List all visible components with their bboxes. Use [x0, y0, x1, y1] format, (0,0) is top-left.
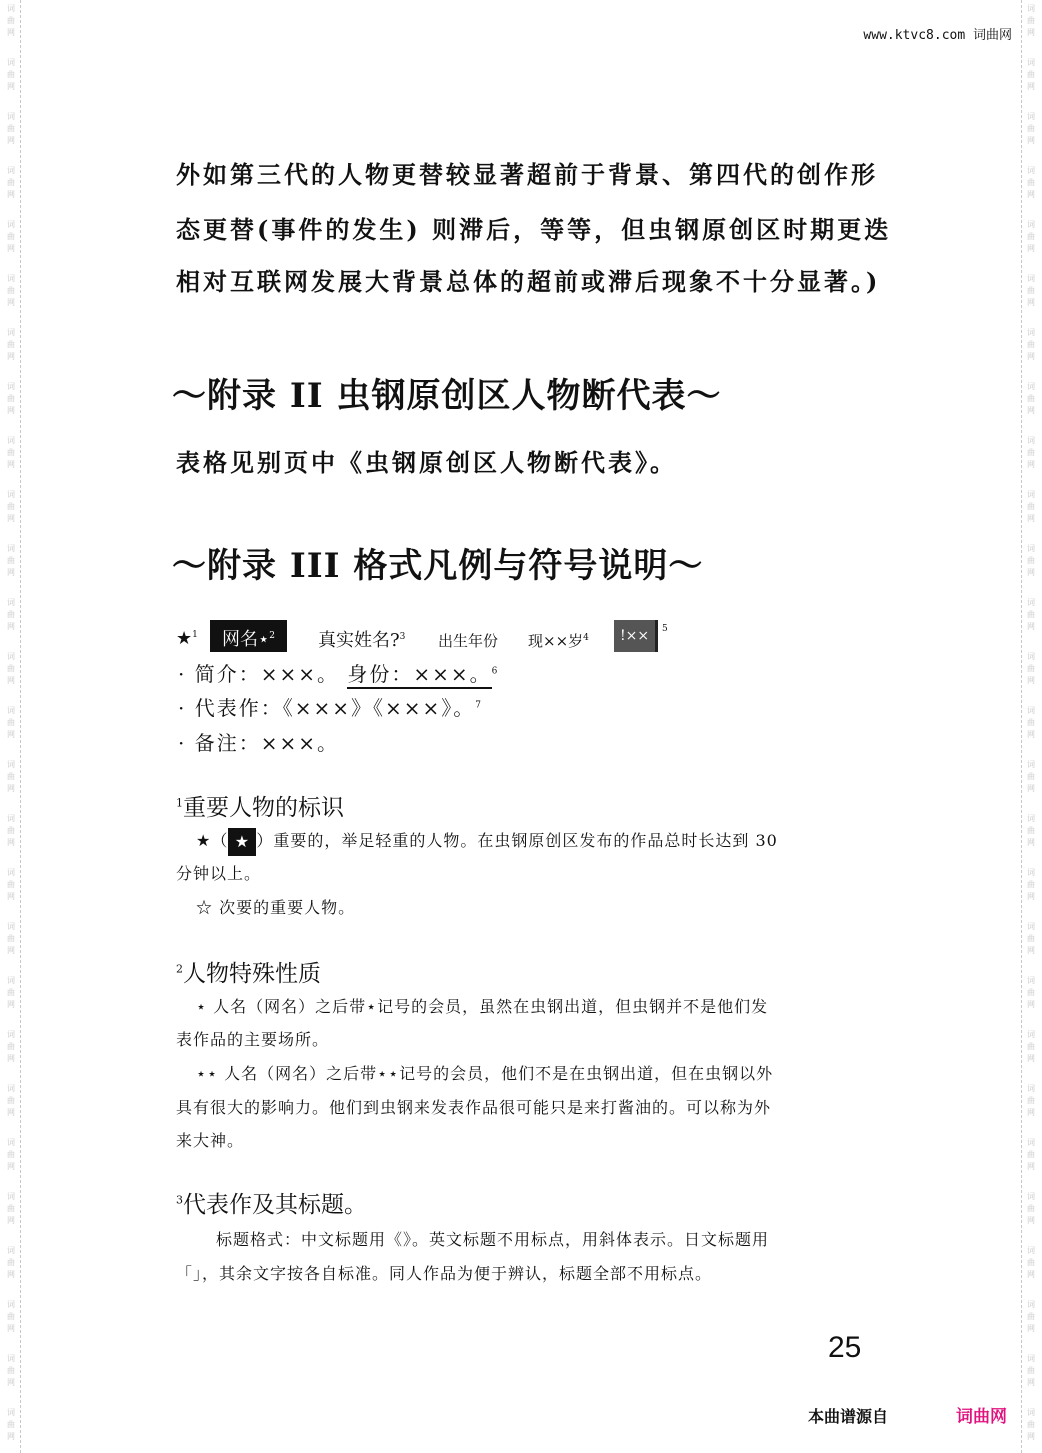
left-watermark-strip — [2, 0, 21, 1453]
watermark-char: 曲 — [7, 772, 15, 781]
watermark-char: 网 — [7, 1000, 15, 1009]
watermark-char: 词 — [7, 868, 15, 877]
watermark-char: 词 — [7, 922, 15, 931]
watermark-char: 词 — [7, 706, 15, 715]
watermark-char: 曲 — [1027, 988, 1035, 997]
watermark-char: 词 — [1027, 976, 1035, 985]
watermark-char: 网 — [7, 298, 15, 307]
note-1-desc-line-2: 分钟以上。 — [176, 864, 262, 883]
identity-underlined: 身份：×××。 — [347, 662, 491, 689]
watermark-char: 网 — [1027, 892, 1035, 901]
footer-source-label: 本曲谱源自 — [808, 1407, 889, 1426]
watermark-char: 曲 — [7, 988, 15, 997]
watermark-char: 网 — [7, 136, 15, 145]
watermark-char: 网 — [7, 676, 15, 685]
watermark-char: 网 — [1027, 1054, 1035, 1063]
watermark-char: 词 — [1027, 112, 1035, 121]
watermark-char: 曲 — [1027, 826, 1035, 835]
watermark-char: 词 — [1027, 58, 1035, 67]
watermark-char: 词 — [7, 1408, 15, 1417]
watermark-char: 词 — [1027, 1192, 1035, 1201]
watermark-char: 曲 — [7, 1150, 15, 1159]
watermark-char: 网 — [7, 460, 15, 469]
watermark-char: 曲 — [7, 286, 15, 295]
watermark-char: 词 — [1027, 1354, 1035, 1363]
watermark-char: 词 — [1027, 706, 1035, 715]
watermark-char: 词 — [7, 490, 15, 499]
watermark-char: 词 — [7, 760, 15, 769]
watermark-char: 曲 — [1027, 1420, 1035, 1429]
watermark-char: 网 — [1027, 136, 1035, 145]
watermark-char: 网 — [1027, 1432, 1035, 1441]
watermark-char: 曲 — [7, 934, 15, 943]
important-star-icon: ★$^1$ — [176, 628, 198, 649]
watermark-char: 曲 — [7, 1420, 15, 1429]
watermark-char: 网 — [1027, 1000, 1035, 1009]
watermark-char: 网 — [1027, 730, 1035, 739]
note-2-line-5: 来大神。 — [176, 1131, 245, 1150]
watermark-char: 曲 — [7, 1258, 15, 1267]
sample-works-line: · 代表作：《×××》《×××》。$^7$ — [178, 696, 483, 720]
age: 现××岁$^4$ — [528, 632, 589, 650]
watermark-char: 词 — [7, 814, 15, 823]
watermark-char: 曲 — [1027, 880, 1035, 889]
watermark-char: 曲 — [7, 232, 15, 241]
watermark-char: 曲 — [7, 826, 15, 835]
watermark-char: 曲 — [1027, 934, 1035, 943]
sample-notes-line: · 备注：×××。 — [178, 731, 339, 755]
watermark-char: 词 — [1027, 436, 1035, 445]
watermark-char: 网 — [1027, 676, 1035, 685]
watermark-char: 网 — [7, 1108, 15, 1117]
watermark-char: 曲 — [7, 394, 15, 403]
watermark-char: 词 — [1027, 274, 1035, 283]
watermark-char: 词 — [7, 1030, 15, 1039]
watermark-char: 词 — [7, 436, 15, 445]
watermark-char: 网 — [7, 1324, 15, 1333]
star-icon: ★ — [196, 831, 212, 850]
intro-line-2: 态更替(事件的发生) 则滞后，等等，但虫钢原创区时期更迭 — [176, 215, 892, 244]
watermark-char: 曲 — [1027, 610, 1035, 619]
watermark-char: 网 — [7, 784, 15, 793]
watermark-char: 曲 — [1027, 340, 1035, 349]
watermark-char: 词 — [1027, 220, 1035, 229]
watermark-char: 曲 — [1027, 394, 1035, 403]
watermark-char: 网 — [7, 244, 15, 253]
watermark-char: 曲 — [7, 340, 15, 349]
watermark-char: 曲 — [1027, 1096, 1035, 1105]
watermark-char: 词 — [1027, 1300, 1035, 1309]
watermark-char: 网 — [7, 838, 15, 847]
watermark-char: 曲 — [7, 178, 15, 187]
watermark-char: 网 — [1027, 784, 1035, 793]
watermark-char: 词 — [1027, 922, 1035, 931]
watermark-char: 网 — [1027, 1216, 1035, 1225]
watermark-char: 网 — [7, 1162, 15, 1171]
watermark-char: 词 — [1027, 1030, 1035, 1039]
watermark-char: 词 — [7, 1138, 15, 1147]
right-watermark-strip — [1021, 0, 1040, 1453]
watermark-char: 词 — [7, 274, 15, 283]
watermark-char: 网 — [7, 352, 15, 361]
watermark-char: 网 — [1027, 244, 1035, 253]
watermark-char: 词 — [1027, 4, 1035, 13]
watermark-char: 词 — [7, 328, 15, 337]
watermark-char: 曲 — [1027, 70, 1035, 79]
note-1-desc-line-1: ★（ ★ ）重要的，举足轻重的人物。在虫钢原创区发布的作品总时长达到 30 — [196, 824, 872, 857]
watermark-char: 网 — [1027, 1108, 1035, 1117]
sup-5: 5 — [662, 624, 668, 634]
watermark-char: 网 — [7, 1216, 15, 1225]
sample-intro-line: · 简介：×××。 身份：×××。$^6$ — [178, 658, 499, 687]
note-1-minor: ☆ 次要的重要人物。 — [196, 898, 356, 917]
star-box-icon: ★ — [228, 828, 256, 856]
watermark-char: 词 — [1027, 1408, 1035, 1417]
watermark-char: 词 — [7, 598, 15, 607]
watermark-char: 词 — [7, 544, 15, 553]
watermark-char: 网 — [7, 190, 15, 199]
note-3-line-2: 「」，其余文字按各自标准。同人作品为便于辨认，标题全部不用标点。 — [176, 1264, 713, 1283]
watermark-char: 曲 — [1027, 772, 1035, 781]
watermark-char: 词 — [1027, 1084, 1035, 1093]
watermark-char: 词 — [1027, 166, 1035, 175]
watermark-char: 词 — [1027, 868, 1035, 877]
watermark-char: 曲 — [1027, 1204, 1035, 1213]
watermark-char: 词 — [1027, 652, 1035, 661]
watermark-char: 词 — [7, 976, 15, 985]
realname: 真实姓名?$^3$ — [318, 630, 406, 651]
watermark-char: 曲 — [7, 16, 15, 25]
watermark-char: 词 — [1027, 544, 1035, 553]
note-2-title: $^2$人物特殊性质 — [176, 961, 321, 987]
watermark-char: 曲 — [7, 124, 15, 133]
watermark-char: 曲 — [1027, 1042, 1035, 1051]
appendix-2-text: 表格见别页中《虫钢原创区人物断代表》。 — [176, 448, 677, 477]
watermark-char: 词 — [7, 112, 15, 121]
intro-line-1: 外如第三代的人物更替较显著超前于背景、第四代的创作形 — [176, 160, 878, 189]
watermark-char: 网 — [7, 82, 15, 91]
watermark-char: 曲 — [1027, 556, 1035, 565]
watermark-char: 词 — [1027, 490, 1035, 499]
watermark-char: 网 — [1027, 190, 1035, 199]
watermark-char: 词 — [7, 1084, 15, 1093]
watermark-char: 网 — [1027, 406, 1035, 415]
watermark-char: 网 — [1027, 298, 1035, 307]
watermark-char: 网 — [7, 730, 15, 739]
watermark-char: 词 — [7, 1300, 15, 1309]
watermark-char: 网 — [7, 28, 15, 37]
watermark-char: 网 — [7, 892, 15, 901]
watermark-char: 网 — [1027, 1270, 1035, 1279]
watermark-char: 网 — [1027, 514, 1035, 523]
watermark-char: 曲 — [7, 1042, 15, 1051]
note-2-line-4: 具有很大的影响力。他们到虫钢来发表作品很可能只是来打酱油的。可以称为外 — [176, 1098, 772, 1117]
watermark-char: 曲 — [1027, 124, 1035, 133]
page-number: 25 — [828, 1331, 862, 1364]
watermark-char: 曲 — [1027, 286, 1035, 295]
watermark-char: 网 — [1027, 568, 1035, 577]
watermark-char: 词 — [7, 4, 15, 13]
watermark-char: 网 — [1027, 28, 1035, 37]
watermark-char: 网 — [7, 1432, 15, 1441]
watermark-char: 网 — [1027, 1162, 1035, 1171]
note-2-line-2: 表作品的主要场所。 — [176, 1030, 330, 1049]
watermark-char: 曲 — [1027, 1312, 1035, 1321]
appendix-3-heading: ～附录 III 格式凡例与符号说明～ — [172, 546, 704, 586]
watermark-char: 词 — [1027, 382, 1035, 391]
watermark-char: 网 — [1027, 838, 1035, 847]
watermark-char: 词 — [1027, 1246, 1035, 1255]
watermark-char: 曲 — [7, 70, 15, 79]
watermark-char: 曲 — [7, 1096, 15, 1105]
watermark-char: 网 — [1027, 622, 1035, 631]
watermark-char: 词 — [7, 652, 15, 661]
watermark-char: 网 — [1027, 460, 1035, 469]
watermark-char: 词 — [7, 220, 15, 229]
watermark-char: 曲 — [1027, 448, 1035, 457]
watermark-char: 词 — [7, 58, 15, 67]
watermark-char: 词 — [7, 1192, 15, 1201]
watermark-char: 网 — [1027, 82, 1035, 91]
note-2-line-3: ⋆⋆ 人名（网名）之后带⋆⋆记号的会员，他们不是在虫钢出道，但在虫钢以外 — [196, 1064, 774, 1083]
note-2-line-1: ⋆ 人名（网名）之后带⋆记号的会员，虽然在虫钢出道，但虫钢并不是他们发 — [196, 997, 769, 1016]
note-3-title: $^3$代表作及其标题。 — [176, 1192, 367, 1218]
watermark-char: 网 — [7, 1270, 15, 1279]
watermark-char: 曲 — [1027, 1258, 1035, 1267]
watermark-char: 词 — [1027, 1138, 1035, 1147]
appendix-2-heading: ～附录 II 虫钢原创区人物断代表～ — [172, 376, 722, 416]
watermark-char: 网 — [1027, 946, 1035, 955]
watermark-char: 曲 — [7, 664, 15, 673]
watermark-char: 曲 — [7, 448, 15, 457]
watermark-char: 网 — [7, 568, 15, 577]
watermark-char: 曲 — [7, 718, 15, 727]
watermark-char: 网 — [1027, 1324, 1035, 1333]
watermark-char: 曲 — [1027, 178, 1035, 187]
watermark-char: 曲 — [7, 610, 15, 619]
watermark-char: 曲 — [7, 502, 15, 511]
birth-year: 出生年份 — [438, 632, 499, 650]
watermark-char: 词 — [1027, 760, 1035, 769]
watermark-char: 词 — [7, 1354, 15, 1363]
watermark-char: 网 — [7, 622, 15, 631]
note-1-title: $^1$重要人物的标识 — [176, 795, 344, 821]
watermark-char: 网 — [7, 514, 15, 523]
watermark-char: 曲 — [7, 1366, 15, 1375]
header-site-url: www.ktvc8.com 词曲网 — [863, 28, 1012, 43]
watermark-char: 网 — [7, 946, 15, 955]
watermark-char: 网 — [7, 406, 15, 415]
watermark-char: 网 — [7, 1378, 15, 1387]
watermark-char: 曲 — [1027, 502, 1035, 511]
watermark-char: 网 — [1027, 1378, 1035, 1387]
watermark-char: 曲 — [7, 1204, 15, 1213]
note-3-line-1: 标题格式：中文标题用《》。英文标题不用标点，用斜体表示。日文标题用 — [216, 1230, 770, 1249]
watermark-char: 词 — [7, 382, 15, 391]
watermark-char: 曲 — [1027, 1366, 1035, 1375]
tag-box: !×× — [614, 620, 658, 652]
watermark-char: 曲 — [7, 1312, 15, 1321]
watermark-char: 曲 — [1027, 16, 1035, 25]
watermark-char: 曲 — [1027, 718, 1035, 727]
watermark-char: 词 — [7, 166, 15, 175]
watermark-char: 词 — [1027, 598, 1035, 607]
netname-box: 网名⋆$^2$ — [210, 620, 287, 652]
watermark-char: 网 — [1027, 352, 1035, 361]
watermark-char: 词 — [1027, 328, 1035, 337]
watermark-char: 曲 — [7, 556, 15, 565]
intro-line-3: 相对互联网发展大背景总体的超前或滞后现象不十分显著。) — [176, 267, 881, 296]
watermark-char: 曲 — [7, 880, 15, 889]
watermark-char: 词 — [1027, 814, 1035, 823]
watermark-char: 曲 — [1027, 664, 1035, 673]
watermark-char: 网 — [7, 1054, 15, 1063]
watermark-char: 曲 — [1027, 232, 1035, 241]
footer-brand-link[interactable]: 词曲网 — [956, 1407, 1007, 1427]
watermark-char: 词 — [7, 1246, 15, 1255]
watermark-char: 曲 — [1027, 1150, 1035, 1159]
